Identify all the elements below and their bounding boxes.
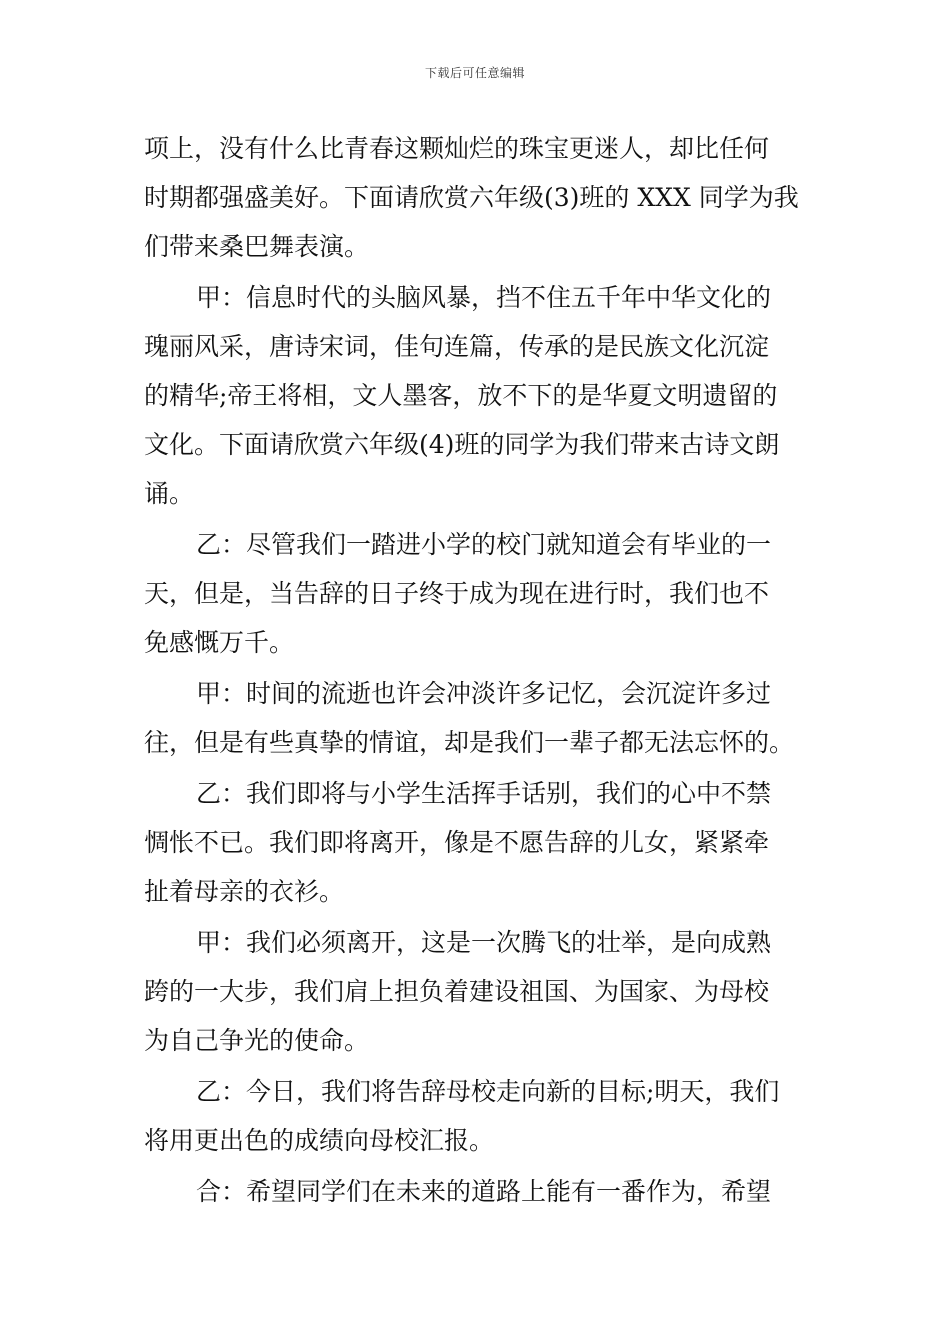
text-line: 的精华;帝王将相，文人墨客，放不下的是华夏文明遗留的 — [144, 381, 778, 410]
text-line: 文化。下面请欣赏六年级(4)班的同学为我们带来古诗文朗 — [144, 430, 780, 459]
paragraph — [144, 669, 810, 767]
text-line: 时期都强盛美好。下面请欣赏六年级(3)班的 XXX 同学为我 — [144, 183, 799, 212]
text-line: 将用更出色的成绩向母校汇报。 — [144, 1126, 495, 1155]
text-line: 扯着母亲的衣衫。 — [144, 877, 345, 906]
text-line: 瑰丽风采，唐诗宋词，佳句连篇，传承的是民族文化沉淀 — [144, 332, 770, 361]
text-line: 往，但是有些真挚的情谊，却是我们一辈子都无法忘怀的。 — [144, 728, 795, 757]
paragraph — [144, 520, 810, 667]
paragraph — [144, 1167, 810, 1216]
text-line: 甲：时间的流逝也许会冲淡许多记忆，会沉淀许多过 — [196, 679, 772, 708]
text-line: 乙：今日，我们将告辞母校走向新的目标;明天，我们 — [196, 1077, 780, 1106]
document-body — [144, 124, 810, 1218]
paragraph — [144, 918, 810, 1065]
text-line: 项上，没有什么比青春这颗灿烂的珠宝更迷人，却比任何 — [144, 134, 770, 163]
text-line: 乙：我们即将与小学生活挥手话别，我们的心中不禁 — [196, 779, 772, 808]
paragraph — [144, 273, 810, 518]
text-line: 跨的一大步，我们肩上担负着建设祖国、为国家、为母校 — [144, 977, 770, 1006]
text-line: 为自己争光的使命。 — [144, 1026, 370, 1055]
text-line: 合：希望同学们在未来的道路上能有一番作为，希望 — [196, 1177, 772, 1206]
text-line: 诵。 — [144, 479, 195, 508]
page-header: 下载后可任意编辑 — [424, 66, 525, 80]
paragraph — [144, 124, 810, 271]
text-line: 甲：信息时代的头脑风暴，挡不住五千年中华文化的 — [196, 283, 772, 312]
text-line: 免感慨万千。 — [144, 628, 295, 657]
text-line: 甲：我们必须离开，这是一次腾飞的壮举，是向成熟 — [196, 928, 772, 957]
paragraph — [144, 1067, 810, 1165]
text-line: 们带来桑巴舞表演。 — [144, 232, 370, 261]
text-line: 天，但是，当告辞的日子终于成为现在进行时，我们也不 — [144, 579, 770, 608]
paragraph — [144, 769, 810, 916]
text-line: 惆怅不已。我们即将离开，像是不愿告辞的儿女，紧紧牵 — [144, 828, 770, 857]
text-line: 乙：尽管我们一踏进小学的校门就知道会有毕业的一 — [196, 530, 772, 559]
